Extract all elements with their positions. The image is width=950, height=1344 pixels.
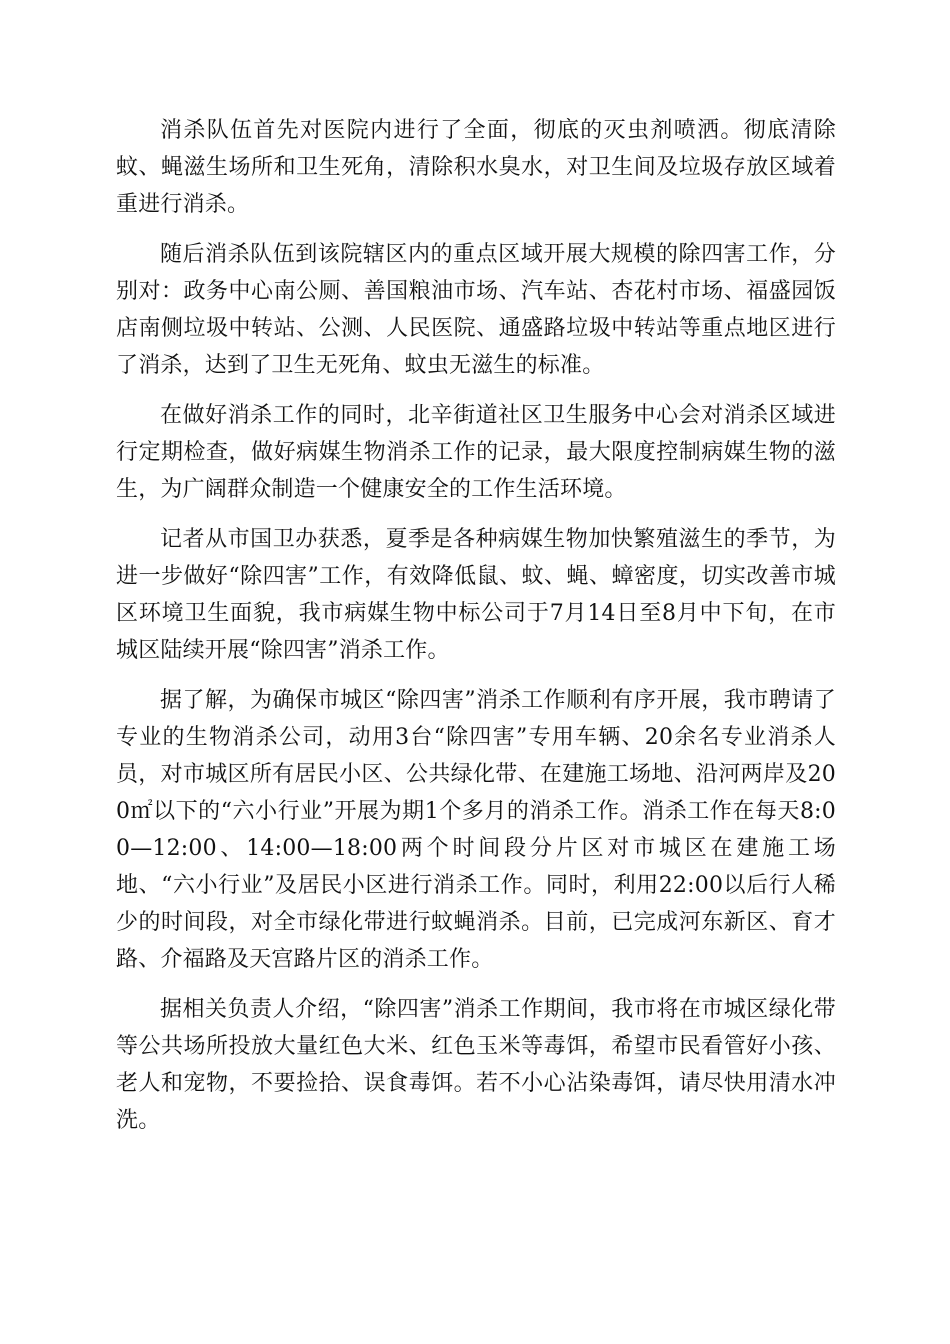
article-body xyxy=(116,112,836,1152)
paragraph-3: 在做好消杀工作的同时，北辛街道社区卫生服务中心会对消杀区域进行定期检查，做好病媒生物消杀工作的记录，最大限度控制病媒生物的滋生，为广阔群众制造一个健康安全的工作生活环境。 xyxy=(116,403,836,502)
paragraph-1: 消杀队伍首先对医院内进行了全面，彻底的灭虫剂喷洒。彻底清除蚊、蝇滋生场所和卫生死角，清除积水臭水，对卫生间及垃圾存放区域着重进行消杀。 xyxy=(116,118,836,217)
paragraph-6: 据相关负责人介绍，“除四害”消杀工作期间，我市将在市城区绿化带等公共场所投放大量红色大米、红色玉米等毒饵，希望市民看管好小孩、老人和宠物，不要捡拾、误食毒饵。若不小心沾染毒饵，请尽快用清水冲洗。 xyxy=(116,997,836,1133)
paragraph-2: 随后消杀队伍到该院辖区内的重点区域开展大规模的除四害工作，分别对：政务中心南公厕、善国粮油市场、汽车站、杏花村市场、福盛园饭店南侧垃圾中转站、公测、人民医院、通盛路垃圾中转站等重点地区进行了消杀，达到了卫生无死角、蚊虫无滋生的标准。 xyxy=(116,242,836,378)
paragraph-4: 记者从市国卫办获悉，夏季是各种病媒生物加快繁殖滋生的季节，为进一步做好“除四害”工作，有效降低鼠、蚊、蝇、蟑密度，切实改善市城区环境卫生面貌，我市病媒生物中标公司于7月14日至8月中下旬，在市城区陆续开展“除四害”消杀工作。 xyxy=(116,527,836,663)
paragraph-5: 据了解，为确保市城区“除四害”消杀工作顺利有序开展，我市聘请了专业的生物消杀公司，动用3台“除四害”专用车辆、20余名专业消杀人员，对市城区所有居民小区、公共绿化带、在建施工场地、沿河两岸及200㎡以下的“六小行业”开展为期1个多月的消杀工作。消杀工作在每天8:00—12:00、14:00—18:00两个时间段分片区对市城区在建施工场地、“六小行业”及居民小区进行消杀工作。同时，利用22:00以后行人稀少的时间段，对全市绿化带进行蚊蝇消杀。目前，已完成河东新区、育才路、介福路及天宫路片区的消杀工作。 xyxy=(116,688,836,972)
